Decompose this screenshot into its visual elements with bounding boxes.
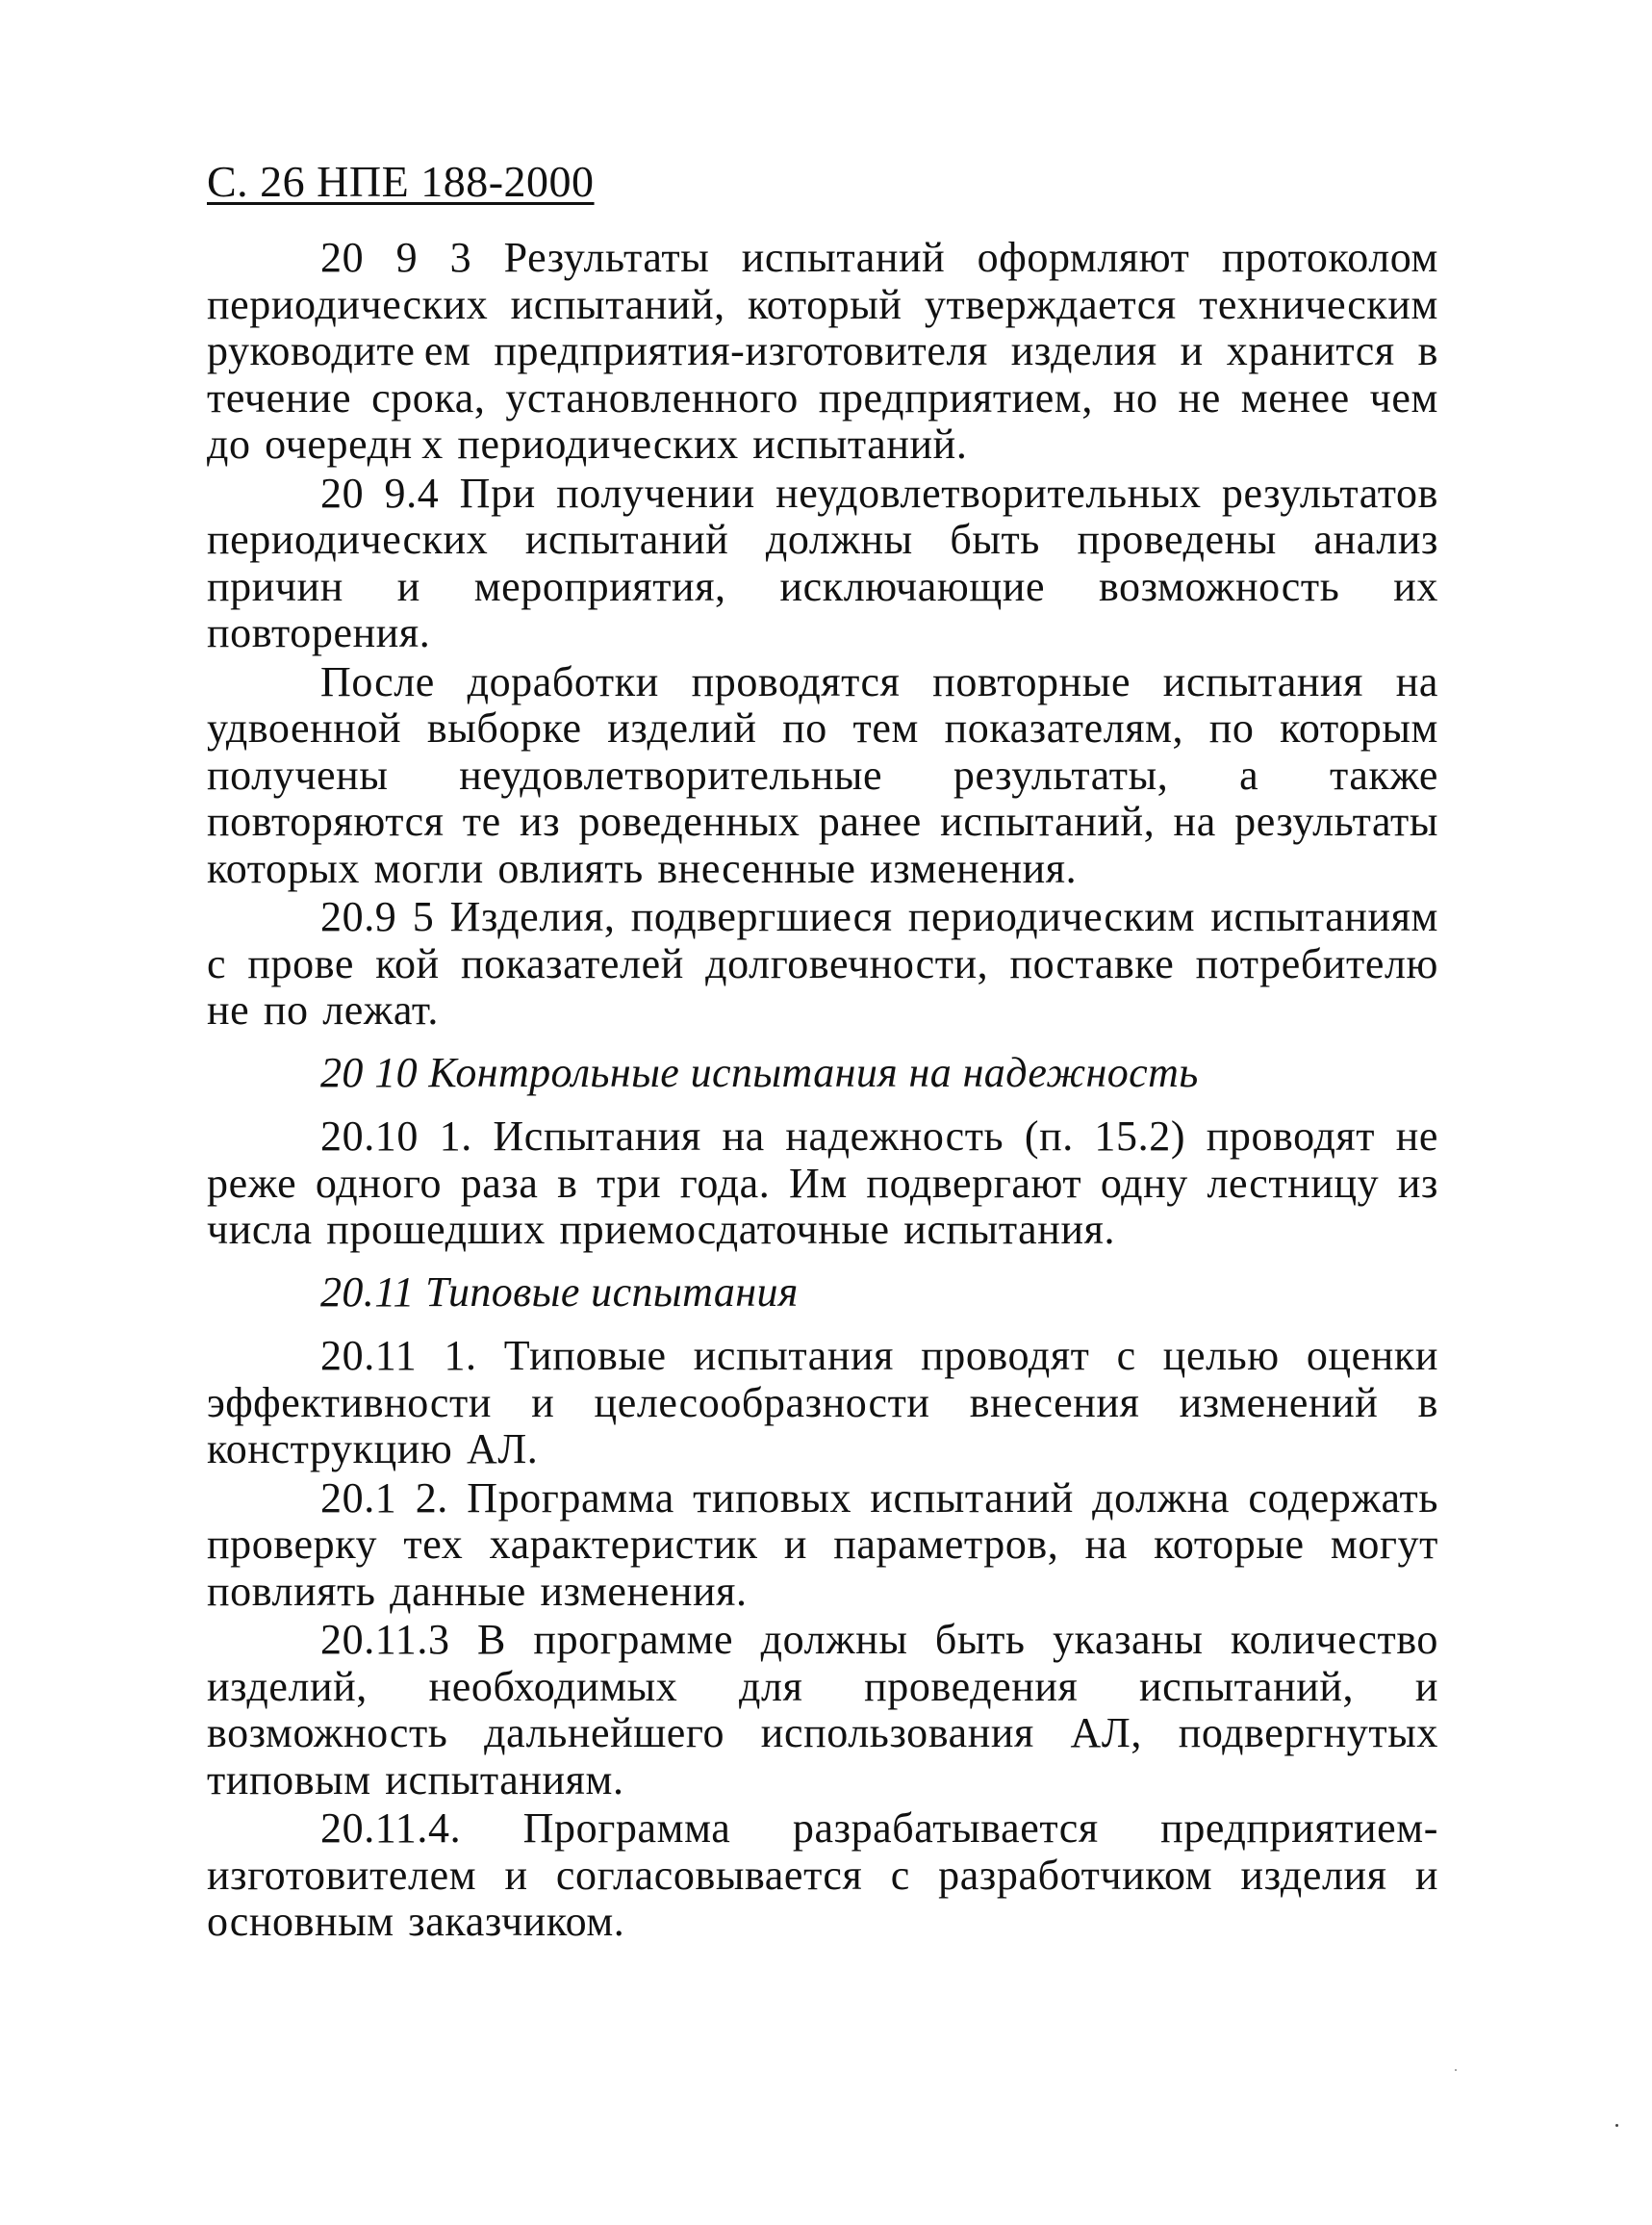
scan-speck: [1455, 2069, 1457, 2071]
paragraph-20-11-1: 20.11 1. Типовые испытания проводят с целью оценки эффективности и целесообразности внесения изменений в конструкцию АЛ.: [207, 1332, 1438, 1472]
paragraph-20-11-3: 20.11.3 В программе должны быть указаны количество изделий, необходимых для проведения испытаний, и возможность дальнейшего использования АЛ, подвергнутых типовым испытаниям.: [207, 1616, 1438, 1803]
scan-speck: [1615, 2124, 1618, 2127]
paragraph-after-rework: После доработки проводятся повторные испытания на удвоенной выборке изделий по тем показателям, по которым получены неудовлетворительные результаты, а также повторяются те из роведенных ранее испытаний, на результаты которых могли овлиять внесенные изменения.: [207, 657, 1438, 892]
paragraph-20-11-2: 20.1 2. Программа типовых испытаний должна содержать проверку тех характеристик и параметров, на которые могут повлиять данные изменения.: [207, 1473, 1438, 1615]
paragraph-20-10-1: 20.10 1. Испытания на надежность (п. 15.2) проводят не реже одного раза в три года. Им подвергают одну лестницу из числа прошедших приемосдаточные испытания.: [207, 1112, 1438, 1253]
paragraph-20-9-3: 20 9 3 Результаты испытаний оформляют протоколом периодических испытаний, который утверждается техническим руководите ем предприятия-изготовителя изделия и хранится в течение срока, установленного предприятием, но не менее чем до очередн х периодических испытаний.: [207, 234, 1438, 468]
paragraph-20-9-5: 20.9 5 Изделия, подвергшиеся периодическим испытаниям с прове кой показателей долговечности, поставке потребителю не по лежат.: [207, 893, 1438, 1034]
section-title-20-11: 20.11 Типовые испытания: [320, 1267, 799, 1316]
paragraph-20-9-4: 20 9.4 При получении неудовлетворительных результатов периодических испытаний должны быть проведены анализ причин и мероприятия, исключающие возможность их повторения.: [207, 469, 1438, 656]
document-page: [207, 154, 1438, 1948]
section-title-20-10: 20 10 Контрольные испытания на надежность: [320, 1048, 1199, 1096]
paragraph-20-11-4: 20.11.4. Программа разрабатывается предприятием-изготовителем и согласовывается с разработчиком изделия и основным заказчиком.: [207, 1804, 1438, 1945]
running-head: С. 26 НПЕ 188-2000: [207, 157, 595, 206]
